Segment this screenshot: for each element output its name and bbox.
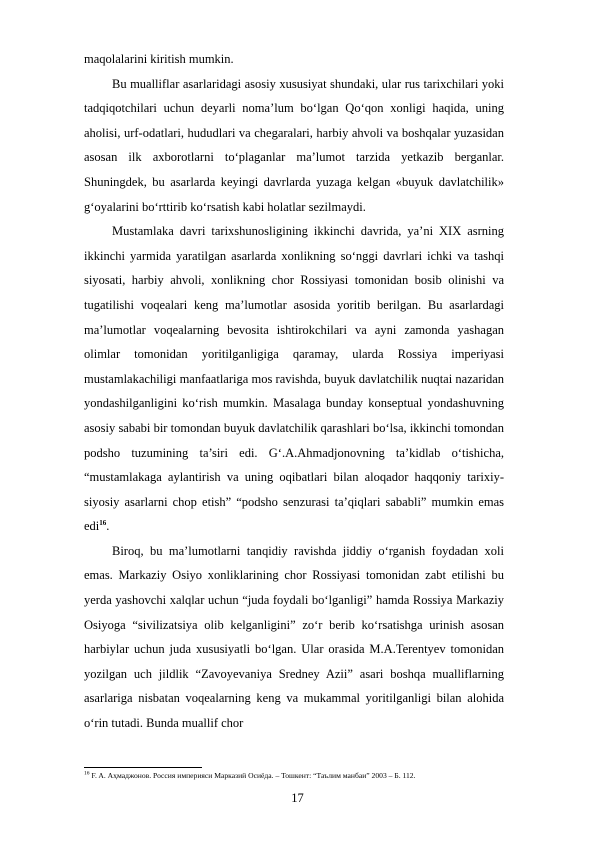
footnote-number: 16 xyxy=(84,770,90,777)
paragraph-end-punctuation: . xyxy=(106,519,110,534)
paragraph-critical-study: Biroq, bu ma’lumotlarni tanqidiy ravishda jiddiy o‘rganish foydadan xoli emas. Markaziy Osiyo xonliklarining chor Rossiyasi tomonidan zabt etilishi bu yerda yashovchi xalqlar uchun “juda foydali bo‘lganligi” hamda Rossiya Markaziy Osiyoga “sivilizatsiya olib kelganligini” zo‘r berib ko‘rsatishga urinish asosan harbiylar uchun juda xususiyatli bo‘lgan. Ular orasida M.A.Terentyev tomonidan yozilgan uch jildlik “Zavoyevaniya Sredney Azii” asari boshqa mualliflarning asarlariga nisbatan voqealarning keng va mukammal yoritilganligi bilan alohida o‘rin tutadi. Bunda muallif chor xyxy=(84,543,504,731)
footnote-reference: 16 xyxy=(99,519,107,528)
page-number: 17 xyxy=(291,791,304,805)
paragraph-continuation: maqolalarini kiritish mumkin. xyxy=(84,52,234,66)
document-body xyxy=(84,47,504,736)
paragraph-authors-features: Bu mualliflar asarlaridagi asosiy xususiyat shundaki, ular rus tarixchilari yoki tadqiqotchilari uchun deyarli noma’lum bo‘lgan Qo‘qon xonligi haqida, uning aholisi, urf-odatlari, hududlari va chegaralari, harbiy ahvoli va boshqalar yuzasidan asosan ilk axborotlarni to‘plaganlar ma’lumot tarzida yetkazib berganlar. Shuningdek, bu asarlarda keyingi davrlarda yuzaga kelgan «buyuk davlatchilik» g‘oyalarini bo‘rttirib ko‘rsatish kabi holatlar sezilmaydi. xyxy=(84,76,504,214)
paragraph-colonial-period-text: Mustamlaka davri tarixshunosligining ikkinchi davrida, ya’ni XIX asrning ikkinchi yarmida yaratilgan asarlarda xonlikning so‘nggi davrlari ichki va tashqi siyosati, harbiy ahvoli, xonlikning chor Rossiyasi tomonidan bosib olinishi va tugatilishi voqealari keng ma’lumotlar asosida yoritib berilgan. Bu asarlardagi ma’lumotlar voqealarning bevosita ishtirokchilari va ayni zamonda yashagan olimlar tomonidan yoritilganligiga qaramay, ularda Rossiya imperiyasi mustamlakachiligi manfaatlariga mos ravishda, buyuk davlatchilik nuqtai nazaridan yondashilganligini ko‘rish mumkin. Masalaga bunday konseptual yondashuvning asosiy sababi bir tomondan buyuk davlatchilik qarashlari bo‘lsa, ikkinchi tomondan podsho tuzumining ta’siri edi. G‘.A.Ahmadjonovning ta’kidlab o‘tishicha, “mustamlakaga aylantirish va uning oqibatlari bilan aloqador haqqoniy tarixiy-siyosiy asarlarni chop etish” “podsho senzurasi ta’qiqlari sababli” mumkin emas edi xyxy=(84,224,504,534)
footnote xyxy=(84,771,514,781)
footnote-text: F. A. Аҳмаджонов. Россия империяси Марказий Осиёда. – Тошкент: “Таълим манбаи” 2003 – Б. 112. xyxy=(89,771,416,780)
footnote-divider xyxy=(84,767,202,768)
paragraph-colonial-period xyxy=(84,219,504,539)
